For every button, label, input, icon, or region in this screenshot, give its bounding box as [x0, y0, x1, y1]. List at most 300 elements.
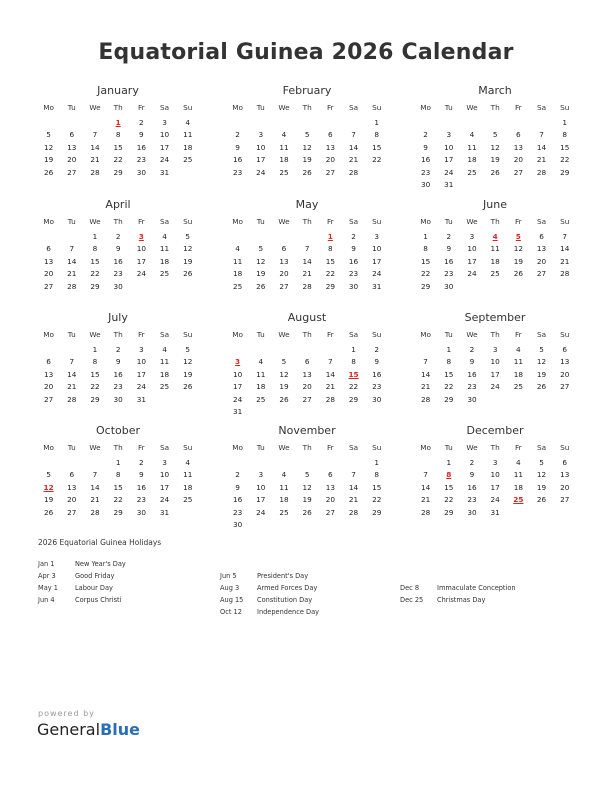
weekday-label: Fr — [327, 103, 334, 112]
weekday-label: Sa — [159, 217, 170, 226]
day-cell: 4 — [185, 117, 191, 127]
day-cell: 20 — [325, 495, 335, 504]
brand-blue-text: Blue — [100, 720, 140, 739]
day-cell: 13 — [67, 482, 77, 492]
day-cell: 26 — [513, 269, 523, 278]
day-cell: 8 — [92, 244, 98, 253]
day-cell: 8 — [374, 470, 380, 479]
day-cell: 26 — [536, 382, 547, 391]
holiday-day-cell: 3 — [235, 357, 241, 366]
day-cell: 13 — [43, 369, 54, 379]
weekday-label: Sa — [159, 103, 170, 112]
day-cell: 29 — [90, 281, 100, 291]
weekday-label: Tu — [67, 217, 76, 226]
holiday-date: Jun 5 — [220, 572, 237, 580]
day-cell: 1 — [374, 117, 380, 127]
day-cell: 13 — [536, 244, 547, 253]
day-cell: 3 — [258, 470, 264, 479]
day-cell: 12 — [43, 142, 54, 152]
day-cell: 26 — [43, 507, 54, 517]
day-cell: 25 — [467, 167, 477, 177]
day-cell: 1 — [446, 344, 452, 354]
day-cell: 2 — [115, 344, 121, 354]
day-cell: 20 — [560, 482, 570, 492]
weekday-label: Mo — [232, 443, 243, 452]
month-days-grid — [226, 329, 388, 419]
day-cell: 29 — [444, 507, 454, 517]
day-cell: 23 — [113, 382, 123, 391]
empty-day-cell — [83, 117, 106, 130]
day-cell: 18 — [256, 382, 266, 391]
day-cell: 17 — [467, 256, 477, 266]
day-cell: 4 — [281, 470, 287, 479]
day-cell: 20 — [67, 495, 77, 504]
weekday-label: Th — [302, 103, 312, 112]
day-cell: 24 — [372, 269, 382, 278]
empty-day-cell — [249, 457, 272, 470]
day-cell: 8 — [115, 130, 121, 139]
day-cell: 23 — [467, 382, 477, 391]
day-cell: 14 — [560, 244, 570, 253]
day-cell: 23 — [467, 495, 477, 504]
weekday-label: Fr — [327, 330, 334, 339]
day-cell: 18 — [232, 269, 243, 278]
day-cell: 27 — [325, 167, 335, 177]
weekday-label: We — [89, 443, 101, 452]
month-august — [226, 311, 388, 419]
day-cell: 30 — [444, 281, 454, 291]
day-cell: 22 — [113, 495, 123, 504]
month-june — [414, 198, 576, 293]
day-cell: 8 — [423, 244, 428, 253]
empty-day-cell — [414, 457, 437, 470]
day-cell: 7 — [328, 357, 333, 366]
day-cell: 30 — [232, 520, 243, 529]
weekday-label: We — [466, 217, 478, 226]
day-cell: 28 — [420, 507, 431, 517]
holiday-item — [38, 570, 126, 582]
day-cell: 22 — [372, 155, 382, 164]
weekday-label: We — [89, 103, 101, 112]
day-cell: 3 — [258, 130, 264, 139]
day-cell: 9 — [235, 142, 240, 152]
weekday-label: Tu — [67, 330, 76, 339]
empty-day-cell — [272, 457, 295, 470]
day-cell: 10 — [372, 244, 382, 253]
day-cell: 22 — [325, 269, 335, 278]
weekday-label: Th — [302, 443, 312, 452]
day-cell: 26 — [536, 495, 547, 504]
weekday-label: We — [278, 443, 290, 452]
day-cell: 14 — [90, 482, 100, 492]
month-october — [37, 424, 199, 519]
day-cell: 30 — [136, 167, 146, 177]
day-cell: 25 — [159, 269, 170, 278]
day-cell: 2 — [351, 231, 356, 241]
day-cell: 16 — [372, 369, 382, 379]
day-cell: 3 — [139, 344, 144, 354]
day-cell: 21 — [67, 269, 77, 278]
day-cell: 3 — [492, 457, 498, 467]
day-cell: 16 — [136, 142, 146, 152]
day-cell: 4 — [258, 357, 264, 366]
empty-day-cell — [226, 117, 249, 130]
weekday-label: Mo — [43, 443, 54, 452]
day-cell: 11 — [159, 357, 170, 366]
empty-day-cell — [484, 117, 507, 130]
day-cell: 22 — [348, 382, 359, 391]
day-cell: 19 — [256, 269, 266, 278]
holiday-item — [38, 582, 126, 594]
day-cell: 6 — [281, 244, 287, 253]
day-cell: 18 — [183, 482, 193, 492]
day-cell: 19 — [302, 495, 312, 504]
day-cell: 6 — [46, 357, 51, 366]
day-cell: 23 — [232, 507, 243, 517]
day-cell: 12 — [302, 142, 312, 152]
day-cell: 2 — [423, 130, 428, 139]
day-cell: 12 — [513, 244, 523, 253]
holiday-day-cell: 1 — [327, 231, 333, 241]
month-name: May — [295, 198, 319, 211]
day-cell: 5 — [304, 130, 310, 139]
holiday-name: Armed Forces Day — [257, 584, 318, 592]
month-days-grid — [414, 216, 576, 293]
day-cell: 16 — [232, 495, 243, 504]
day-cell: 17 — [372, 256, 382, 266]
day-cell: 7 — [351, 130, 356, 139]
day-cell: 9 — [469, 357, 475, 366]
day-cell: 10 — [136, 244, 146, 253]
holiday-date: Jun 4 — [38, 596, 55, 604]
day-cell: 27 — [43, 281, 54, 291]
holiday-item — [220, 582, 319, 594]
empty-day-cell — [319, 457, 342, 470]
day-cell: 18 — [159, 369, 170, 379]
weekday-label: Mo — [420, 217, 431, 226]
day-cell: 4 — [281, 130, 287, 139]
day-cell: 18 — [513, 482, 523, 492]
day-cell: 20 — [513, 155, 523, 164]
day-cell: 7 — [69, 244, 75, 253]
holiday-item — [400, 594, 516, 606]
day-cell: 5 — [539, 344, 544, 354]
weekday-label: We — [466, 443, 478, 452]
day-cell: 2 — [235, 470, 240, 479]
day-cell: 21 — [560, 256, 570, 266]
weekday-label: Tu — [444, 330, 453, 339]
day-cell: 11 — [159, 244, 170, 253]
day-cell: 29 — [444, 394, 454, 404]
day-cell: 17 — [136, 256, 146, 266]
weekday-label: Fr — [138, 217, 145, 226]
weekday-label: Su — [560, 103, 570, 112]
weekday-label: Tu — [256, 103, 265, 112]
weekday-label: Tu — [444, 217, 453, 226]
month-name: April — [105, 198, 131, 211]
day-cell: 13 — [513, 142, 523, 152]
day-cell: 28 — [67, 281, 77, 291]
day-cell: 20 — [560, 369, 570, 379]
day-cell: 30 — [467, 507, 477, 517]
empty-day-cell — [296, 344, 319, 357]
month-name: October — [95, 424, 141, 437]
day-cell: 31 — [490, 507, 500, 517]
day-cell: 23 — [444, 269, 454, 278]
day-cell: 26 — [279, 394, 289, 404]
day-cell: 16 — [444, 256, 454, 266]
month-may — [226, 198, 388, 293]
holiday-item — [220, 606, 319, 618]
day-cell: 18 — [159, 256, 170, 266]
weekday-label: Fr — [515, 217, 522, 226]
day-cell: 30 — [467, 394, 477, 404]
empty-day-cell — [60, 117, 83, 130]
day-cell: 17 — [159, 482, 170, 492]
day-cell: 19 — [183, 256, 193, 266]
day-cell: 25 — [183, 155, 193, 164]
day-cell: 4 — [516, 457, 521, 467]
day-cell: 19 — [183, 369, 193, 379]
empty-day-cell — [319, 344, 342, 357]
holiday-name: Christmas Day — [437, 596, 486, 604]
holiday-column-2 — [220, 570, 319, 618]
holiday-day-cell: 12 — [43, 482, 54, 492]
holiday-item — [220, 570, 319, 582]
holiday-name: Labour Day — [75, 584, 113, 592]
day-cell: 27 — [279, 281, 289, 291]
month-days-grid — [37, 102, 199, 179]
day-cell: 29 — [113, 507, 123, 517]
day-cell: 14 — [90, 142, 100, 152]
day-cell: 15 — [372, 482, 382, 492]
month-days-grid — [37, 442, 199, 519]
day-cell: 5 — [304, 470, 310, 479]
day-cell: 10 — [256, 482, 266, 492]
day-cell: 2 — [235, 130, 240, 139]
day-cell: 24 — [444, 167, 454, 177]
empty-day-cell — [342, 117, 365, 130]
day-cell: 1 — [374, 457, 380, 467]
holiday-name: President's Day — [257, 572, 309, 580]
day-cell: 12 — [302, 482, 312, 492]
day-cell: 24 — [232, 394, 243, 404]
brand-logo — [37, 720, 140, 739]
day-cell: 17 — [232, 382, 243, 391]
month-april — [37, 198, 199, 293]
weekday-label: Th — [113, 330, 123, 339]
day-cell: 14 — [536, 142, 547, 152]
day-cell: 27 — [560, 382, 570, 391]
day-cell: 5 — [185, 231, 191, 241]
day-cell: 6 — [328, 470, 333, 479]
day-cell: 14 — [420, 369, 431, 379]
day-cell: 26 — [183, 382, 193, 391]
day-cell: 22 — [90, 269, 100, 278]
empty-day-cell — [249, 344, 272, 357]
weekday-label: Su — [560, 217, 570, 226]
day-cell: 30 — [136, 507, 146, 517]
holiday-column-3 — [400, 582, 516, 606]
day-cell: 15 — [444, 482, 454, 492]
day-cell: 18 — [467, 155, 477, 164]
empty-day-cell — [60, 344, 83, 357]
weekday-label: Th — [302, 330, 312, 339]
day-cell: 15 — [372, 142, 382, 152]
month-name: March — [478, 84, 512, 97]
day-cell: 27 — [513, 167, 523, 177]
weekday-label: Mo — [43, 103, 54, 112]
day-cell: 2 — [446, 231, 452, 241]
day-cell: 10 — [256, 142, 266, 152]
holiday-name: Independence Day — [257, 608, 320, 616]
holiday-date: Apr 3 — [38, 572, 56, 580]
day-cell: 17 — [136, 369, 146, 379]
weekday-label: Sa — [536, 330, 547, 339]
day-cell: 20 — [43, 269, 54, 278]
weekday-label: We — [278, 103, 290, 112]
day-cell: 16 — [467, 482, 477, 492]
day-cell: 27 — [43, 394, 54, 404]
holiday-day-cell: 8 — [446, 470, 452, 479]
weekday-label: Su — [183, 217, 193, 226]
day-cell: 29 — [348, 394, 359, 404]
day-cell: 24 — [159, 495, 170, 504]
day-cell: 23 — [348, 269, 359, 278]
day-cell: 22 — [444, 382, 454, 391]
day-cell: 17 — [490, 369, 500, 379]
day-cell: 5 — [185, 344, 191, 354]
day-cell: 12 — [490, 142, 500, 152]
day-cell: 24 — [136, 269, 146, 278]
day-cell: 18 — [490, 256, 500, 266]
weekday-label: Th — [113, 103, 123, 112]
day-cell: 29 — [560, 167, 570, 177]
day-cell: 24 — [467, 269, 477, 278]
holidays-title: 2026 Equatorial Guinea Holidays — [38, 538, 162, 547]
day-cell: 8 — [374, 130, 380, 139]
day-cell: 19 — [302, 155, 312, 164]
weekday-label: We — [89, 217, 101, 226]
day-cell: 27 — [302, 394, 312, 404]
day-cell: 3 — [469, 231, 475, 241]
day-cell: 16 — [467, 369, 477, 379]
weekday-label: We — [89, 330, 101, 339]
day-cell: 7 — [92, 470, 98, 479]
day-cell: 19 — [513, 256, 523, 266]
day-cell: 8 — [328, 244, 333, 253]
weekday-label: Sa — [348, 103, 359, 112]
weekday-label: Th — [490, 330, 500, 339]
weekday-label: Su — [183, 330, 193, 339]
day-cell: 13 — [67, 142, 77, 152]
day-cell: 1 — [115, 457, 121, 467]
holiday-day-cell: 15 — [348, 369, 359, 379]
day-cell: 22 — [113, 155, 123, 164]
weekday-label: Su — [560, 443, 570, 452]
day-cell: 14 — [67, 369, 77, 379]
day-cell: 11 — [513, 357, 523, 366]
day-cell: 2 — [374, 344, 380, 354]
holiday-item — [400, 582, 516, 594]
day-cell: 11 — [279, 482, 289, 492]
day-cell: 9 — [115, 244, 121, 253]
day-cell: 14 — [348, 482, 359, 492]
day-cell: 7 — [304, 244, 310, 253]
day-cell: 21 — [325, 382, 335, 391]
day-cell: 6 — [69, 130, 75, 139]
weekday-label: Su — [372, 103, 382, 112]
day-cell: 28 — [90, 507, 100, 517]
day-cell: 7 — [423, 357, 428, 366]
day-cell: 7 — [69, 357, 75, 366]
day-cell: 14 — [420, 482, 431, 492]
day-cell: 16 — [348, 256, 359, 266]
day-cell: 4 — [516, 344, 521, 354]
weekday-label: We — [278, 217, 290, 226]
day-cell: 2 — [139, 117, 144, 127]
day-cell: 5 — [492, 130, 498, 139]
day-cell: 21 — [90, 495, 100, 504]
day-cell: 27 — [325, 507, 335, 517]
month-days-grid — [226, 442, 388, 532]
holiday-name: Corpus Christi — [75, 596, 122, 604]
weekday-label: Th — [490, 443, 500, 452]
day-cell: 17 — [444, 155, 454, 164]
day-cell: 31 — [372, 281, 382, 291]
day-cell: 1 — [562, 117, 568, 127]
day-cell: 28 — [348, 507, 359, 517]
day-cell: 22 — [560, 155, 570, 164]
day-cell: 4 — [185, 457, 191, 467]
empty-day-cell — [530, 117, 553, 130]
day-cell: 10 — [232, 369, 243, 379]
day-cell: 7 — [423, 470, 428, 479]
day-cell: 26 — [256, 281, 266, 291]
month-name: January — [97, 84, 139, 97]
day-cell: 4 — [235, 244, 240, 253]
day-cell: 17 — [159, 142, 170, 152]
holiday-name: Good Friday — [75, 572, 115, 580]
empty-day-cell — [60, 231, 83, 244]
holiday-day-cell: 3 — [138, 231, 144, 241]
day-cell: 28 — [348, 167, 359, 177]
holiday-date: Dec 25 — [400, 596, 424, 604]
day-cell: 19 — [536, 369, 547, 379]
day-cell: 31 — [159, 167, 170, 177]
day-cell: 9 — [115, 357, 121, 366]
day-cell: 4 — [469, 130, 475, 139]
day-cell: 15 — [560, 142, 570, 152]
holiday-item — [38, 558, 126, 570]
day-cell: 28 — [325, 394, 335, 404]
day-cell: 26 — [490, 167, 500, 177]
day-cell: 27 — [536, 269, 547, 278]
day-cell: 28 — [420, 394, 431, 404]
day-cell: 3 — [374, 231, 380, 241]
day-cell: 19 — [43, 155, 54, 164]
day-cell: 26 — [43, 167, 54, 177]
day-cell: 1 — [92, 344, 98, 354]
day-cell: 15 — [90, 369, 100, 379]
month-name: June — [483, 198, 507, 211]
day-cell: 9 — [446, 244, 452, 253]
day-cell: 26 — [302, 507, 312, 517]
month-name: August — [287, 311, 327, 324]
day-cell: 11 — [232, 256, 243, 266]
day-cell: 21 — [348, 155, 359, 164]
month-name: February — [282, 84, 332, 97]
